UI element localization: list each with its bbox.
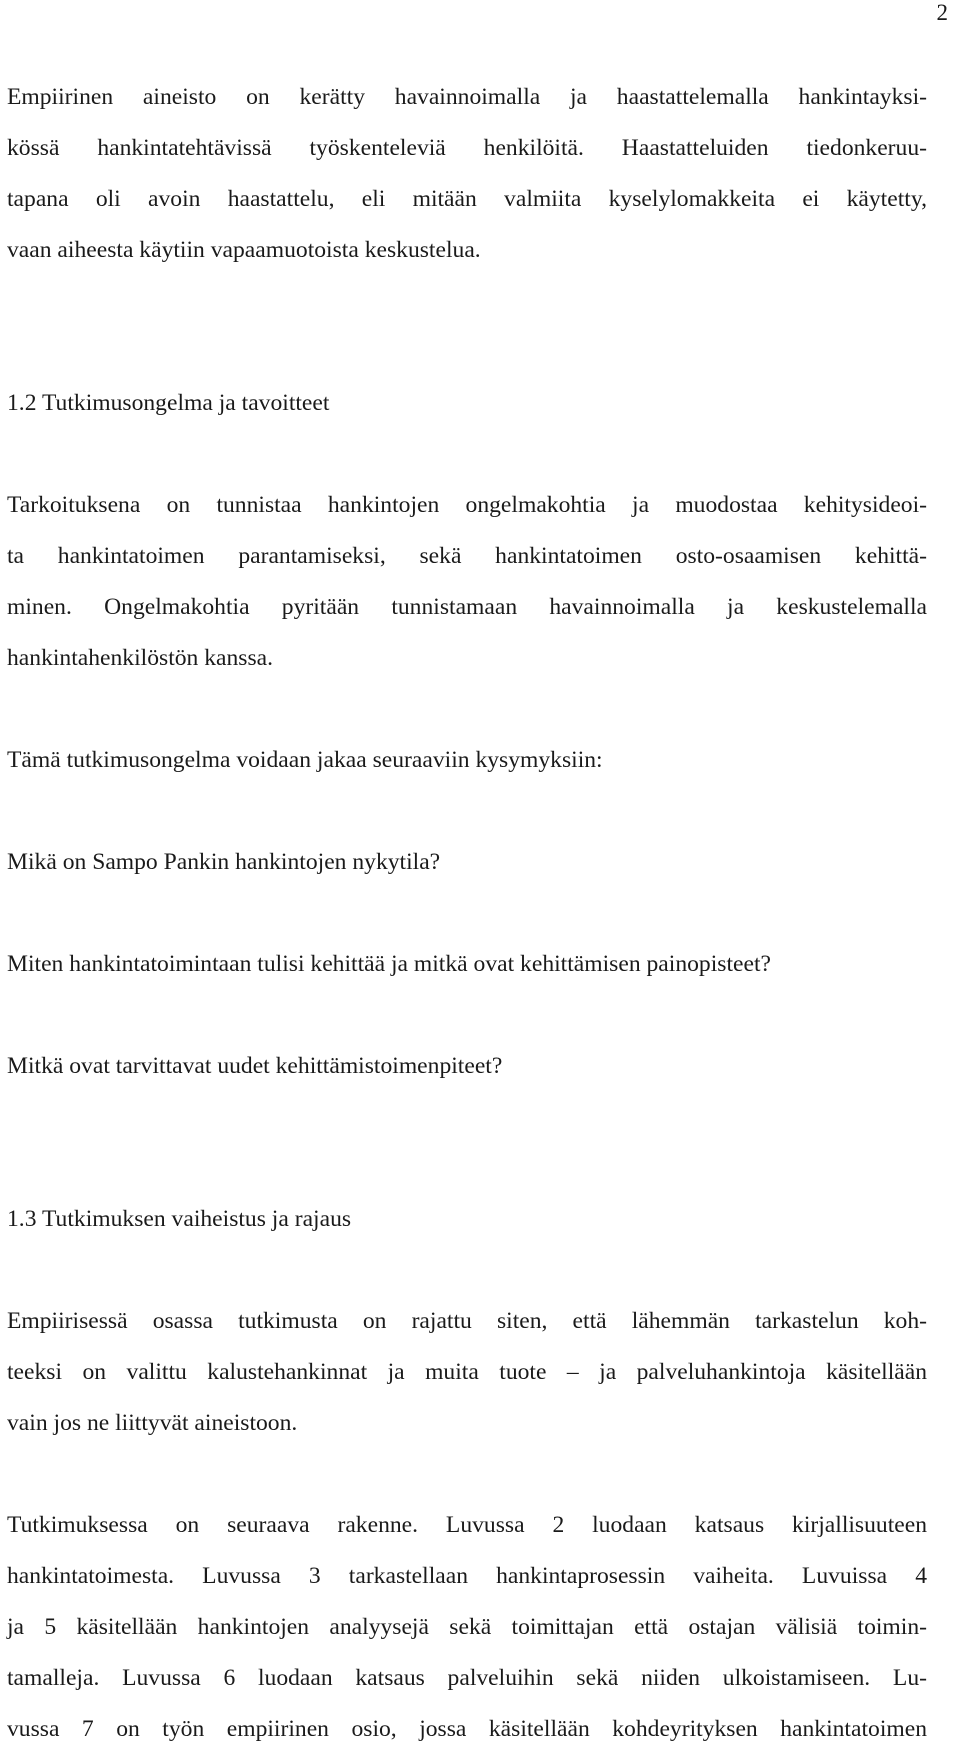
- text-line: tamalleja. Luvussa 6 luodaan katsaus palveluihin sekä niiden ulkoistamiseen. Lu-: [7, 1665, 927, 1691]
- spacer: [7, 276, 927, 378]
- spacer: [7, 1449, 927, 1500]
- text-line: vussa 7 on työn empiirinen osio, jossa käsitellään kohdeyrityksen hankintatoimen: [7, 1716, 927, 1742]
- spacer: [7, 684, 927, 735]
- text-line: vain jos ne liittyvät aineistoon.: [7, 1410, 298, 1436]
- text-line: teeksi on valittu kalustehankinnat ja muita tuote – ja palveluhankintoja käsitellään: [7, 1359, 927, 1385]
- text-line: tapana oli avoin haastattelu, eli mitään valmiita kyselylomakkeita ei käytetty,: [7, 186, 927, 212]
- text-line: Tutkimuksessa on seuraava rakenne. Luvussa 2 luodaan katsaus kirjallisuuteen: [7, 1512, 927, 1538]
- research-question-1: Mikä on Sampo Pankin hankintojen nykytila?: [7, 849, 441, 875]
- spacer: [7, 990, 927, 1041]
- text-line: hankintatoimesta. Luvussa 3 tarkastellaan hankintaprosessin vaiheita. Luvuissa 4: [7, 1563, 927, 1589]
- page-content: [7, 72, 927, 1755]
- text-line: minen. Ongelmakohtia pyritään tunnistamaan havainnoimalla ja keskustelemalla: [7, 594, 927, 620]
- spacer: [7, 1245, 927, 1296]
- spacer: [7, 888, 927, 939]
- spacer: [7, 429, 927, 480]
- section-heading-1-2: 1.2 Tutkimusongelma ja tavoitteet: [7, 390, 330, 416]
- text-line: Empiirisessä osassa tutkimusta on rajattu siten, että lähemmän tarkastelun koh-: [7, 1308, 927, 1334]
- text-line: hankintahenkilöstön kanssa.: [7, 645, 274, 671]
- page-number: 2: [936, 0, 948, 25]
- section-1-3-paragraph-2: [7, 1500, 927, 1755]
- research-question-3: Mitkä ovat tarvittavat uudet kehittämistoimenpiteet?: [7, 1053, 503, 1079]
- spacer: [7, 1092, 927, 1194]
- text-line: Empiirinen aineisto on kerätty havainnoimalla ja haastattelemalla hankintayksi-: [7, 84, 927, 110]
- questions-lead-in: Tämä tutkimusongelma voidaan jakaa seuraaviin kysymyksiin:: [7, 747, 603, 773]
- text-line: vaan aiheesta käytiin vapaamuotoista keskustelua.: [7, 237, 481, 263]
- section-heading-1-3: 1.3 Tutkimuksen vaiheistus ja rajaus: [7, 1206, 352, 1232]
- text-line: ja 5 käsitellään hankintojen analyysejä sekä toimittajan että ostajan välisiä toimin-: [7, 1614, 927, 1640]
- research-question-2: Miten hankintatoimintaan tulisi kehittää ja mitkä ovat kehittämisen painopisteet?: [7, 951, 771, 977]
- intro-paragraph: [7, 72, 927, 276]
- text-line: kössä hankintatehtävissä työskenteleviä henkilöitä. Haastatteluiden tiedonkeruu-: [7, 135, 927, 161]
- text-line: ta hankintatoimen parantamiseksi, sekä hankintatoimen osto-osaamisen kehittä-: [7, 543, 927, 569]
- section-1-3-paragraph-1: [7, 1296, 927, 1449]
- spacer: [7, 786, 927, 837]
- section-1-2-paragraph: [7, 480, 927, 684]
- text-line: Tarkoituksena on tunnistaa hankintojen ongelmakohtia ja muodostaa kehitysideoi-: [7, 492, 927, 518]
